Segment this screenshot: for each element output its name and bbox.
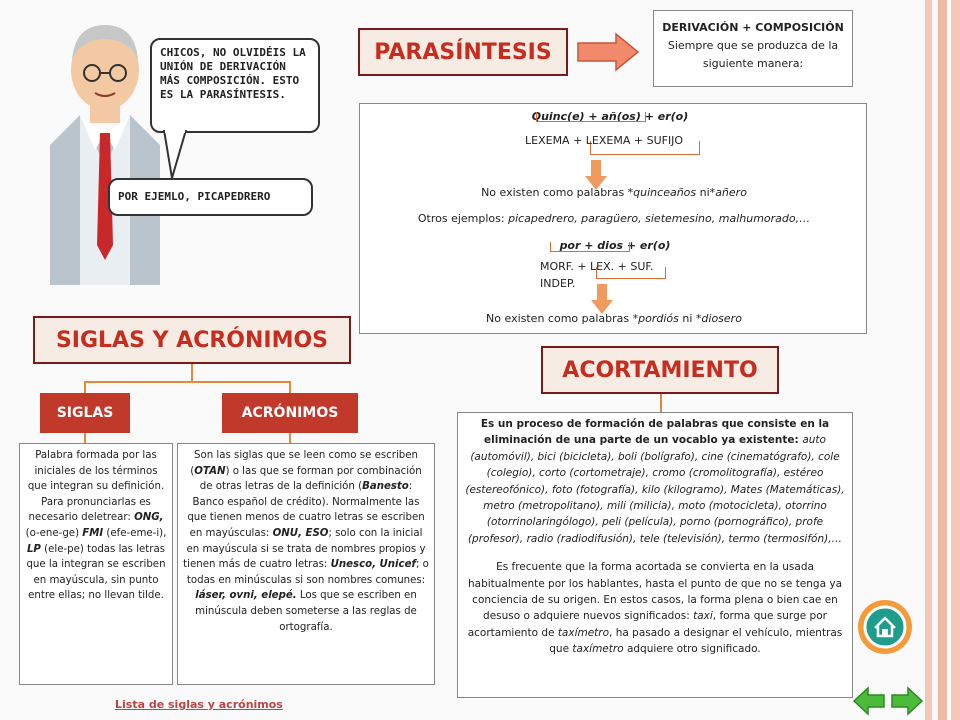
example2-pattern-line2: INDEP. bbox=[540, 277, 576, 290]
other-examples-label: Otros ejemplos: bbox=[417, 212, 505, 225]
acronimos-label-text: ACRÓNIMOS bbox=[241, 405, 339, 421]
example2-bracket-1 bbox=[550, 242, 630, 252]
arrow-left-icon[interactable] bbox=[852, 686, 886, 716]
acortamiento-examples: auto (automóvil), bici (bicicleta), boli (bolígrafo), cine (cinematógrafo), cole (colegio), corto (cortometraje), cromo (cromolitografía), estéreo (estereofónico), foto (fotografía), kilo (kilogramo), Mates (Matemáticas), metro (metropolitano), mili (milicia), moto (motocicleta), otorrino (otorrinolaringólogo), peli (película), porno (pornográfico), profe (profesor), radio (radiodifusión), tele (televisión), termo (termosifón),… bbox=[465, 434, 845, 545]
acortamiento-text: , forma que surge por acortamiento de bbox=[467, 610, 827, 639]
example2-formula: por + dios + er(o) bbox=[559, 239, 671, 252]
note2-mid: ni * bbox=[678, 312, 702, 325]
acortamiento-example: taxímetro bbox=[572, 643, 624, 656]
connector-line bbox=[289, 433, 291, 443]
down-arrow-icon bbox=[591, 284, 613, 314]
acortamiento-text: Es frecuente que la forma acortada se convierta en la usada habitualmente por los hablantes, hasta el punto de que no se tenga ya conciencia de su origen. En estos casos, la forma plena o bien cae en desuso o adquiere nuevos significados: bbox=[467, 561, 843, 623]
acortamiento-paragraph-1 bbox=[464, 416, 846, 547]
acronimos-text: Son las siglas que se leen como se escriben ( bbox=[190, 450, 418, 477]
acortamiento-text: Es un proceso de formación de palabras que consiste en la eliminación de una parte de un vocablo ya existente: bbox=[480, 418, 830, 447]
speech-bubble-1-text: CHICOS, NO OLVIDÉIS LA UNIÓN DE DERIVACIÓN MÁS COMPOSICIÓN. ESTO ES LA PARASÍNTESIS. bbox=[160, 46, 306, 101]
acronimos-example: OTAN bbox=[194, 465, 226, 477]
border-stripe bbox=[951, 0, 960, 720]
acronimos-example: Unesco, Unicef bbox=[330, 559, 416, 571]
acortamiento-definition bbox=[457, 412, 853, 698]
parasintesis-examples bbox=[359, 103, 867, 334]
acronimos-text: : Banco español de crédito). Normalmente las que tienen menos de cuatro letras se escriben en mayúsculas: bbox=[187, 481, 425, 539]
other-examples bbox=[360, 212, 868, 225]
example1-bracket-1 bbox=[536, 112, 646, 122]
connector-line bbox=[84, 381, 291, 383]
note1-mid: ni* bbox=[696, 186, 716, 199]
acortamiento-title-text: ACORTAMIENTO bbox=[562, 357, 758, 383]
siglas-text: (ele-pe) todas las letras que la integran se escriben en mayúscula, sin punto entre ellas; no llevan tilde. bbox=[26, 543, 166, 602]
other-examples-list: picapedrero, paragüero, sietemesino, malhumorado,… bbox=[504, 212, 811, 225]
siglas-list-link[interactable]: Lista de siglas y acrónimos bbox=[115, 698, 283, 711]
definition-title: DERIVACIÓN + COMPOSICIÓN bbox=[662, 21, 844, 34]
parasintesis-definition bbox=[653, 10, 853, 87]
arrow-right-icon[interactable] bbox=[890, 686, 924, 716]
example2-pattern: MORF. + LEX. + SUF. bbox=[540, 260, 654, 273]
acortamiento-text: adquiere otro significado. bbox=[623, 643, 761, 656]
siglas-title bbox=[33, 316, 351, 364]
note1-word2: añero bbox=[715, 186, 747, 199]
note1-pre: No existen como palabras * bbox=[481, 186, 634, 199]
home-icon[interactable] bbox=[856, 598, 914, 656]
siglas-example: ONG, bbox=[134, 512, 164, 524]
speech-bubble-2-text: POR EJEMLO, PICAPEDRERO bbox=[118, 190, 271, 203]
acronimos-label bbox=[222, 393, 358, 433]
connector-line bbox=[660, 394, 662, 412]
note2-word2: diosero bbox=[701, 312, 742, 325]
connector-line bbox=[191, 364, 193, 382]
border-stripe bbox=[925, 0, 932, 720]
note2-pre: No existen como palabras * bbox=[486, 312, 639, 325]
siglas-label bbox=[40, 393, 130, 433]
speech-bubble-2 bbox=[108, 178, 313, 216]
example1-pattern: LEXEMA + LEXEMA + SUFIJO bbox=[525, 134, 684, 147]
speech-bubble-1 bbox=[150, 38, 320, 133]
acortamiento-example: taxímetro bbox=[557, 626, 610, 639]
acortamiento-title bbox=[541, 346, 779, 394]
siglas-text: (o-ene-ge) bbox=[25, 527, 83, 539]
right-arrow-icon bbox=[576, 32, 640, 72]
connector-line bbox=[84, 433, 86, 443]
example2-note bbox=[360, 312, 868, 325]
acronimos-text: Los que se escriben en minúscula deben someterse a las reglas de ortografía. bbox=[195, 590, 417, 633]
connector-line bbox=[84, 381, 86, 393]
acronimos-definition bbox=[177, 443, 435, 685]
speech-tail-icon bbox=[160, 130, 190, 180]
connector-line bbox=[289, 381, 291, 393]
example1-formula: Quinc(e) + añ(os) + er(o) bbox=[531, 110, 689, 123]
parasintesis-title bbox=[358, 28, 568, 76]
acronimos-example: Banesto bbox=[362, 481, 409, 493]
siglas-definition bbox=[19, 443, 173, 685]
example1-note bbox=[360, 186, 868, 199]
siglas-example: FMI bbox=[82, 527, 104, 539]
acortamiento-paragraph-2 bbox=[464, 559, 846, 657]
acronimos-text: ; o todas en minúsculas si son nombres comunes: bbox=[186, 559, 429, 586]
acronimos-example: ONU, ESO bbox=[272, 527, 329, 539]
acortamiento-example: taxi bbox=[693, 610, 713, 623]
acronimos-text: ; solo con la inicial en mayúscula si se trata de nombres propios y tienen más de cuatro letras: bbox=[183, 527, 426, 571]
siglas-example: LP bbox=[26, 543, 41, 555]
siglas-text: (efe-eme-i), bbox=[103, 527, 167, 539]
siglas-text: Palabra formada por las iniciales de los términos que integran su definición. Para pronunciarlas es necesario deletrear: bbox=[27, 450, 165, 524]
acronimos-example: láser, ovni, elepé. bbox=[195, 590, 297, 602]
note2-word1: pordiós bbox=[638, 312, 679, 325]
siglas-title-text: SIGLAS Y ACRÓNIMOS bbox=[55, 327, 329, 353]
parasintesis-title-text: PARASÍNTESIS bbox=[374, 39, 552, 65]
siglas-label-text: SIGLAS bbox=[56, 405, 114, 421]
border-stripe bbox=[938, 0, 947, 720]
definition-text: Siempre que se produzca de la siguiente manera: bbox=[667, 39, 839, 70]
acronimos-text: ) o las que se forman por combinación de otras letras de la definición ( bbox=[199, 465, 422, 493]
acortamiento-text: , ha pasado a designar el vehículo, mientras que bbox=[549, 626, 843, 656]
note1-word1: quinceaños bbox=[633, 186, 697, 199]
teacher-illustration bbox=[50, 15, 160, 285]
